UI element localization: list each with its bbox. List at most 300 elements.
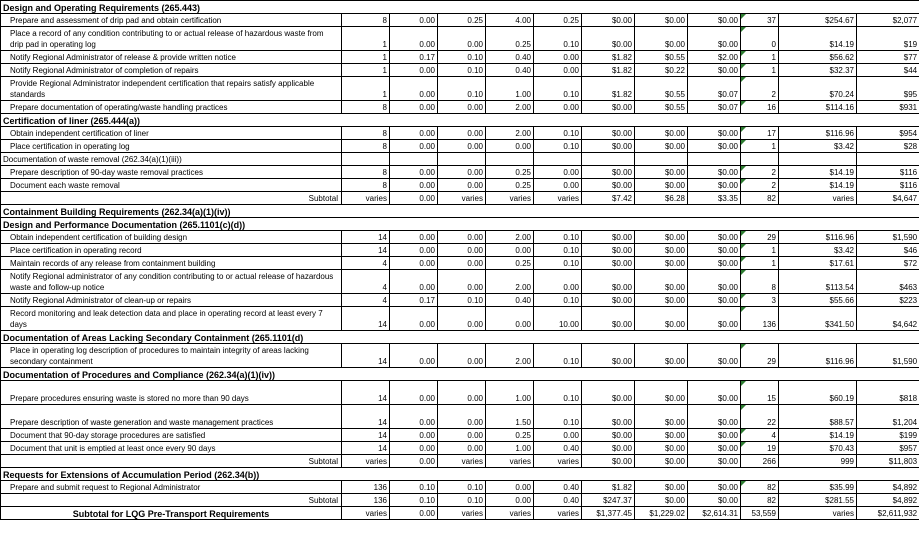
value-cell: $1,590	[857, 231, 919, 244]
value-cell: $0.00	[635, 429, 688, 442]
value-cell: 0.10	[534, 344, 582, 368]
task-description: Prepare documentation of operating/waste handling practices	[1, 101, 342, 114]
value-cell: varies	[779, 507, 857, 520]
value-cell: 0.00	[390, 244, 438, 257]
value-cell: 0.00	[534, 64, 582, 77]
table-row	[1, 381, 919, 405]
value-cell: $818	[857, 381, 919, 405]
value-cell: 1	[342, 51, 390, 64]
value-cell: 0.10	[534, 405, 582, 429]
value-cell: 82	[741, 494, 779, 507]
section-title: Requests for Extensions of Accumulation Period (262.34(b))	[1, 468, 919, 481]
value-cell: $116.96	[779, 127, 857, 140]
value-cell: 2.00	[486, 101, 534, 114]
value-cell: varies	[342, 192, 390, 205]
table-row	[1, 405, 919, 429]
table-row	[1, 344, 919, 368]
section-title: Design and Operating Requirements (265.443)	[1, 1, 919, 14]
value-cell: 0.00	[534, 166, 582, 179]
value-cell: $4,892	[857, 494, 919, 507]
value-cell: $0.00	[688, 455, 741, 468]
value-cell: 8	[342, 166, 390, 179]
section-header-row	[1, 205, 919, 218]
value-cell: $1,204	[857, 405, 919, 429]
table-row	[1, 127, 919, 140]
value-cell: 0.10	[438, 481, 486, 494]
subtotal-label: Subtotal	[1, 494, 342, 507]
value-cell: $3.42	[779, 244, 857, 257]
value-cell: $0.07	[688, 101, 741, 114]
value-cell	[741, 153, 779, 166]
value-cell: $0.00	[582, 344, 635, 368]
value-cell: 2.00	[486, 270, 534, 294]
value-cell: 2.00	[486, 344, 534, 368]
section-title: Design and Performance Documentation (265.1101(c)(d))	[1, 218, 919, 231]
table-row	[1, 77, 919, 101]
value-cell: 0.00	[486, 140, 534, 153]
value-cell: 0.00	[390, 344, 438, 368]
value-cell: 1.00	[486, 381, 534, 405]
value-cell: $0.00	[582, 27, 635, 51]
value-cell: $0.00	[635, 344, 688, 368]
value-cell: 15	[741, 381, 779, 405]
value-cell: 19	[741, 442, 779, 455]
task-description: Notify Regional administrator of any condition contributing to or actual release of hazardous waste and follow-up notice	[1, 270, 342, 294]
value-cell: 0.40	[486, 51, 534, 64]
value-cell: $0.00	[582, 294, 635, 307]
value-cell: $0.00	[688, 244, 741, 257]
value-cell: $0.00	[688, 127, 741, 140]
value-cell: 8	[741, 270, 779, 294]
value-cell	[635, 153, 688, 166]
value-cell: $44	[857, 64, 919, 77]
task-description: Prepare and submit request to Regional Administrator	[1, 481, 342, 494]
task-description: Provide Regional Administrator independent certification that repairs satisfy applicable standards	[1, 77, 342, 101]
value-cell: varies	[342, 455, 390, 468]
value-cell: 14	[342, 429, 390, 442]
task-description: Prepare and assessment of drip pad and obtain certification	[1, 14, 342, 27]
value-cell: 0.00	[438, 344, 486, 368]
value-cell: varies	[438, 192, 486, 205]
value-cell: 8	[342, 14, 390, 27]
value-cell: 0	[741, 27, 779, 51]
value-cell: $116.96	[779, 231, 857, 244]
value-cell: $0.00	[635, 127, 688, 140]
table-row	[1, 231, 919, 244]
value-cell: 0.00	[438, 405, 486, 429]
value-cell: $0.00	[635, 481, 688, 494]
table-row	[1, 481, 919, 494]
value-cell: 0.00	[390, 140, 438, 153]
value-cell: $0.00	[635, 14, 688, 27]
value-cell: $281.55	[779, 494, 857, 507]
value-cell: 0.00	[390, 166, 438, 179]
value-cell: $199	[857, 429, 919, 442]
value-cell: $0.00	[688, 494, 741, 507]
value-cell: $0.00	[582, 442, 635, 455]
task-description: Place certification in operating record	[1, 244, 342, 257]
value-cell: $0.00	[582, 140, 635, 153]
value-cell: 2	[741, 166, 779, 179]
value-cell: $0.07	[688, 77, 741, 101]
value-cell: $0.00	[635, 494, 688, 507]
value-cell: 0.10	[534, 77, 582, 101]
value-cell: $2,614.31	[688, 507, 741, 520]
value-cell: 4	[342, 257, 390, 270]
value-cell: $1.82	[582, 77, 635, 101]
value-cell: 4	[342, 294, 390, 307]
value-cell: 0.10	[534, 257, 582, 270]
value-cell: $0.00	[582, 244, 635, 257]
value-cell: $113.54	[779, 270, 857, 294]
value-cell: 1	[741, 140, 779, 153]
grand-total-row	[1, 507, 919, 520]
table-row	[1, 442, 919, 455]
value-cell: $0.00	[688, 442, 741, 455]
section-header-row	[1, 331, 919, 344]
value-cell: varies	[342, 507, 390, 520]
value-cell: $0.00	[688, 405, 741, 429]
value-cell	[438, 153, 486, 166]
value-cell	[390, 153, 438, 166]
value-cell: 0.00	[534, 179, 582, 192]
value-cell: 0.00	[390, 27, 438, 51]
task-description: Obtain independent certification of liner	[1, 127, 342, 140]
table-row	[1, 257, 919, 270]
value-cell: 0.25	[486, 179, 534, 192]
value-cell: 0.25	[486, 27, 534, 51]
value-cell: $0.00	[582, 231, 635, 244]
value-cell: $55.66	[779, 294, 857, 307]
value-cell: 1	[741, 51, 779, 64]
section-header-row	[1, 114, 919, 127]
table-row	[1, 166, 919, 179]
value-cell	[688, 153, 741, 166]
value-cell: 0.00	[390, 307, 438, 331]
value-cell: $0.00	[582, 405, 635, 429]
value-cell: $0.00	[635, 257, 688, 270]
value-cell: 0.25	[486, 429, 534, 442]
value-cell	[779, 153, 857, 166]
value-cell: $46	[857, 244, 919, 257]
subtotal-row	[1, 192, 919, 205]
value-cell: $0.00	[582, 381, 635, 405]
section-header-row	[1, 368, 919, 381]
section-header-row	[1, 1, 919, 14]
value-cell: 14	[342, 442, 390, 455]
value-cell: 999	[779, 455, 857, 468]
value-cell: varies	[438, 455, 486, 468]
value-cell: 0.00	[534, 51, 582, 64]
task-description: Place a record of any condition contributing to or actual release of hazardous waste from drip pad in operating log	[1, 27, 342, 51]
value-cell: varies	[534, 192, 582, 205]
value-cell: $254.67	[779, 14, 857, 27]
value-cell: 14	[342, 344, 390, 368]
section-title: Containment Building Requirements (262.34(a)(1)(iv))	[1, 205, 919, 218]
value-cell: $2.00	[688, 51, 741, 64]
value-cell: varies	[534, 507, 582, 520]
value-cell: $0.00	[688, 140, 741, 153]
value-cell: 0.00	[438, 101, 486, 114]
value-cell: $0.00	[635, 405, 688, 429]
value-cell	[486, 153, 534, 166]
value-cell: 0.10	[534, 381, 582, 405]
value-cell: 0.10	[534, 27, 582, 51]
value-cell: 3	[741, 294, 779, 307]
value-cell: $1.82	[582, 51, 635, 64]
task-description: Place in operating log description of procedures to maintain integrity of areas lacking secondary containment	[1, 344, 342, 368]
value-cell: 1	[741, 64, 779, 77]
value-cell: $0.55	[635, 101, 688, 114]
value-cell: 14	[342, 244, 390, 257]
value-cell: 0.00	[534, 429, 582, 442]
task-description: Record monitoring and leak detection data and place in operating record at least every 7 days	[1, 307, 342, 331]
value-cell: 2	[741, 179, 779, 192]
task-description: Document that 90-day storage procedures are satisfied	[1, 429, 342, 442]
value-cell: 53,559	[741, 507, 779, 520]
value-cell: 0.00	[438, 127, 486, 140]
value-cell: 14	[342, 405, 390, 429]
value-cell: $0.00	[582, 307, 635, 331]
value-cell: $3.42	[779, 140, 857, 153]
value-cell: 0.00	[438, 429, 486, 442]
subtotal-label: Subtotal	[1, 192, 342, 205]
value-cell: $56.62	[779, 51, 857, 64]
table-row	[1, 294, 919, 307]
value-cell: 16	[741, 101, 779, 114]
value-cell: $14.19	[779, 166, 857, 179]
value-cell: 0.10	[438, 51, 486, 64]
value-cell: 0.00	[438, 442, 486, 455]
value-cell: $0.00	[688, 179, 741, 192]
value-cell: 14	[342, 231, 390, 244]
value-cell: 0.00	[534, 101, 582, 114]
value-cell: 0.00	[438, 257, 486, 270]
value-cell: 1	[741, 244, 779, 257]
value-cell: $14.19	[779, 27, 857, 51]
value-cell: 0.10	[390, 494, 438, 507]
value-cell: 17	[741, 127, 779, 140]
value-cell: $0.00	[688, 14, 741, 27]
value-cell: $4,647	[857, 192, 919, 205]
table-row	[1, 429, 919, 442]
value-cell: $0.00	[582, 127, 635, 140]
value-cell: $70.43	[779, 442, 857, 455]
task-description: Documentation of waste removal (262.34(a)(1)(iii))	[1, 153, 342, 166]
value-cell: 0.25	[438, 14, 486, 27]
value-cell: $0.00	[688, 429, 741, 442]
task-description: Prepare description of 90-day waste removal practices	[1, 166, 342, 179]
value-cell: 14	[342, 381, 390, 405]
value-cell: $32.37	[779, 64, 857, 77]
table-row	[1, 307, 919, 331]
value-cell: 2.00	[486, 231, 534, 244]
value-cell: 0.00	[486, 481, 534, 494]
section-header-row	[1, 468, 919, 481]
value-cell: 0.40	[534, 481, 582, 494]
value-cell: $0.00	[582, 257, 635, 270]
value-cell: 82	[741, 192, 779, 205]
value-cell: $70.24	[779, 77, 857, 101]
value-cell: $72	[857, 257, 919, 270]
value-cell: 4.00	[486, 14, 534, 27]
value-cell: 136	[741, 307, 779, 331]
value-cell: $0.00	[582, 455, 635, 468]
value-cell: $0.00	[688, 64, 741, 77]
value-cell: $0.55	[635, 51, 688, 64]
value-cell: 0.00	[390, 14, 438, 27]
value-cell: varies	[438, 507, 486, 520]
value-cell: 0.00	[390, 101, 438, 114]
value-cell: $28	[857, 140, 919, 153]
value-cell: 2	[741, 77, 779, 101]
grand-total-label: Subtotal for LQG Pre-Transport Requirements	[1, 507, 342, 520]
value-cell: $11,803	[857, 455, 919, 468]
value-cell: $0.00	[582, 179, 635, 192]
value-cell: varies	[486, 507, 534, 520]
value-cell: $223	[857, 294, 919, 307]
value-cell: 1.00	[486, 442, 534, 455]
value-cell: 0.10	[534, 244, 582, 257]
value-cell: $2,077	[857, 14, 919, 27]
task-description: Place certification in operating log	[1, 140, 342, 153]
value-cell: $19	[857, 27, 919, 51]
value-cell: $0.00	[635, 140, 688, 153]
value-cell: 10.00	[534, 307, 582, 331]
value-cell: 0.40	[486, 64, 534, 77]
value-cell: $0.00	[688, 307, 741, 331]
value-cell: 1.00	[486, 77, 534, 101]
value-cell: $931	[857, 101, 919, 114]
value-cell: $116	[857, 179, 919, 192]
value-cell: $1,590	[857, 344, 919, 368]
value-cell: 8	[342, 127, 390, 140]
value-cell: $341.50	[779, 307, 857, 331]
value-cell	[857, 153, 919, 166]
value-cell: $1.82	[582, 64, 635, 77]
value-cell: $0.00	[635, 166, 688, 179]
value-cell: 0.00	[390, 127, 438, 140]
value-cell: $0.00	[635, 27, 688, 51]
value-cell: varies	[486, 455, 534, 468]
value-cell: 0.10	[534, 294, 582, 307]
value-cell: $1.82	[582, 481, 635, 494]
value-cell: $0.00	[688, 231, 741, 244]
value-cell: $114.16	[779, 101, 857, 114]
value-cell: 136	[342, 494, 390, 507]
value-cell: 0.00	[390, 179, 438, 192]
value-cell: $0.00	[635, 270, 688, 294]
value-cell: 2.00	[486, 127, 534, 140]
value-cell	[534, 153, 582, 166]
value-cell: $0.00	[688, 381, 741, 405]
table-row	[1, 14, 919, 27]
value-cell: $0.00	[582, 429, 635, 442]
value-cell: $0.00	[688, 294, 741, 307]
value-cell: 0.00	[438, 244, 486, 257]
value-cell: 37	[741, 14, 779, 27]
value-cell: $0.00	[582, 14, 635, 27]
value-cell: $14.19	[779, 179, 857, 192]
value-cell: 0.00	[390, 192, 438, 205]
value-cell: $77	[857, 51, 919, 64]
value-cell: 0.00	[438, 381, 486, 405]
value-cell: $0.00	[582, 166, 635, 179]
value-cell: $463	[857, 270, 919, 294]
value-cell: 8	[342, 140, 390, 153]
value-cell: 0.17	[390, 294, 438, 307]
value-cell: $0.00	[582, 101, 635, 114]
value-cell: 0.00	[486, 244, 534, 257]
value-cell: $116.96	[779, 344, 857, 368]
task-description: Maintain records of any release from containment building	[1, 257, 342, 270]
value-cell: 0.00	[390, 429, 438, 442]
value-cell: $0.00	[582, 270, 635, 294]
value-cell: $0.00	[635, 244, 688, 257]
value-cell: 1	[342, 27, 390, 51]
task-description: Prepare procedures ensuring waste is stored no more than 90 days	[1, 381, 342, 405]
value-cell: 0.00	[438, 179, 486, 192]
value-cell: 22	[741, 405, 779, 429]
table-row	[1, 244, 919, 257]
value-cell: 0.40	[534, 442, 582, 455]
value-cell: 0.10	[390, 481, 438, 494]
value-cell: 8	[342, 179, 390, 192]
value-cell: $116	[857, 166, 919, 179]
value-cell	[342, 153, 390, 166]
value-cell: 136	[342, 481, 390, 494]
subtotal-row	[1, 494, 919, 507]
value-cell: $0.00	[635, 307, 688, 331]
value-cell: $247.37	[582, 494, 635, 507]
value-cell: 0.00	[486, 307, 534, 331]
value-cell: $954	[857, 127, 919, 140]
value-cell: 0.10	[438, 294, 486, 307]
value-cell: $35.99	[779, 481, 857, 494]
value-cell: $4,892	[857, 481, 919, 494]
table-body	[1, 1, 919, 520]
table-row	[1, 270, 919, 294]
value-cell: 0.00	[390, 442, 438, 455]
value-cell: varies	[534, 455, 582, 468]
value-cell: 0.10	[534, 140, 582, 153]
value-cell: 8	[342, 101, 390, 114]
value-cell: $0.00	[635, 231, 688, 244]
value-cell: 0.25	[486, 257, 534, 270]
value-cell: $7.42	[582, 192, 635, 205]
value-cell: 1	[342, 77, 390, 101]
value-cell: 0.00	[390, 257, 438, 270]
task-description: Obtain independent certification of building design	[1, 231, 342, 244]
value-cell: $1,229.02	[635, 507, 688, 520]
value-cell: $17.61	[779, 257, 857, 270]
table-row	[1, 27, 919, 51]
value-cell: 29	[741, 231, 779, 244]
value-cell: 0.00	[390, 381, 438, 405]
value-cell: 82	[741, 481, 779, 494]
task-description: Document each waste removal	[1, 179, 342, 192]
value-cell: $60.19	[779, 381, 857, 405]
table-row	[1, 140, 919, 153]
value-cell: 0.40	[534, 494, 582, 507]
value-cell: $2,611,932	[857, 507, 919, 520]
value-cell: varies	[486, 192, 534, 205]
value-cell: 0.00	[390, 507, 438, 520]
value-cell: 0.25	[534, 14, 582, 27]
table-row	[1, 101, 919, 114]
value-cell: 0.40	[486, 294, 534, 307]
value-cell: 0.00	[390, 455, 438, 468]
